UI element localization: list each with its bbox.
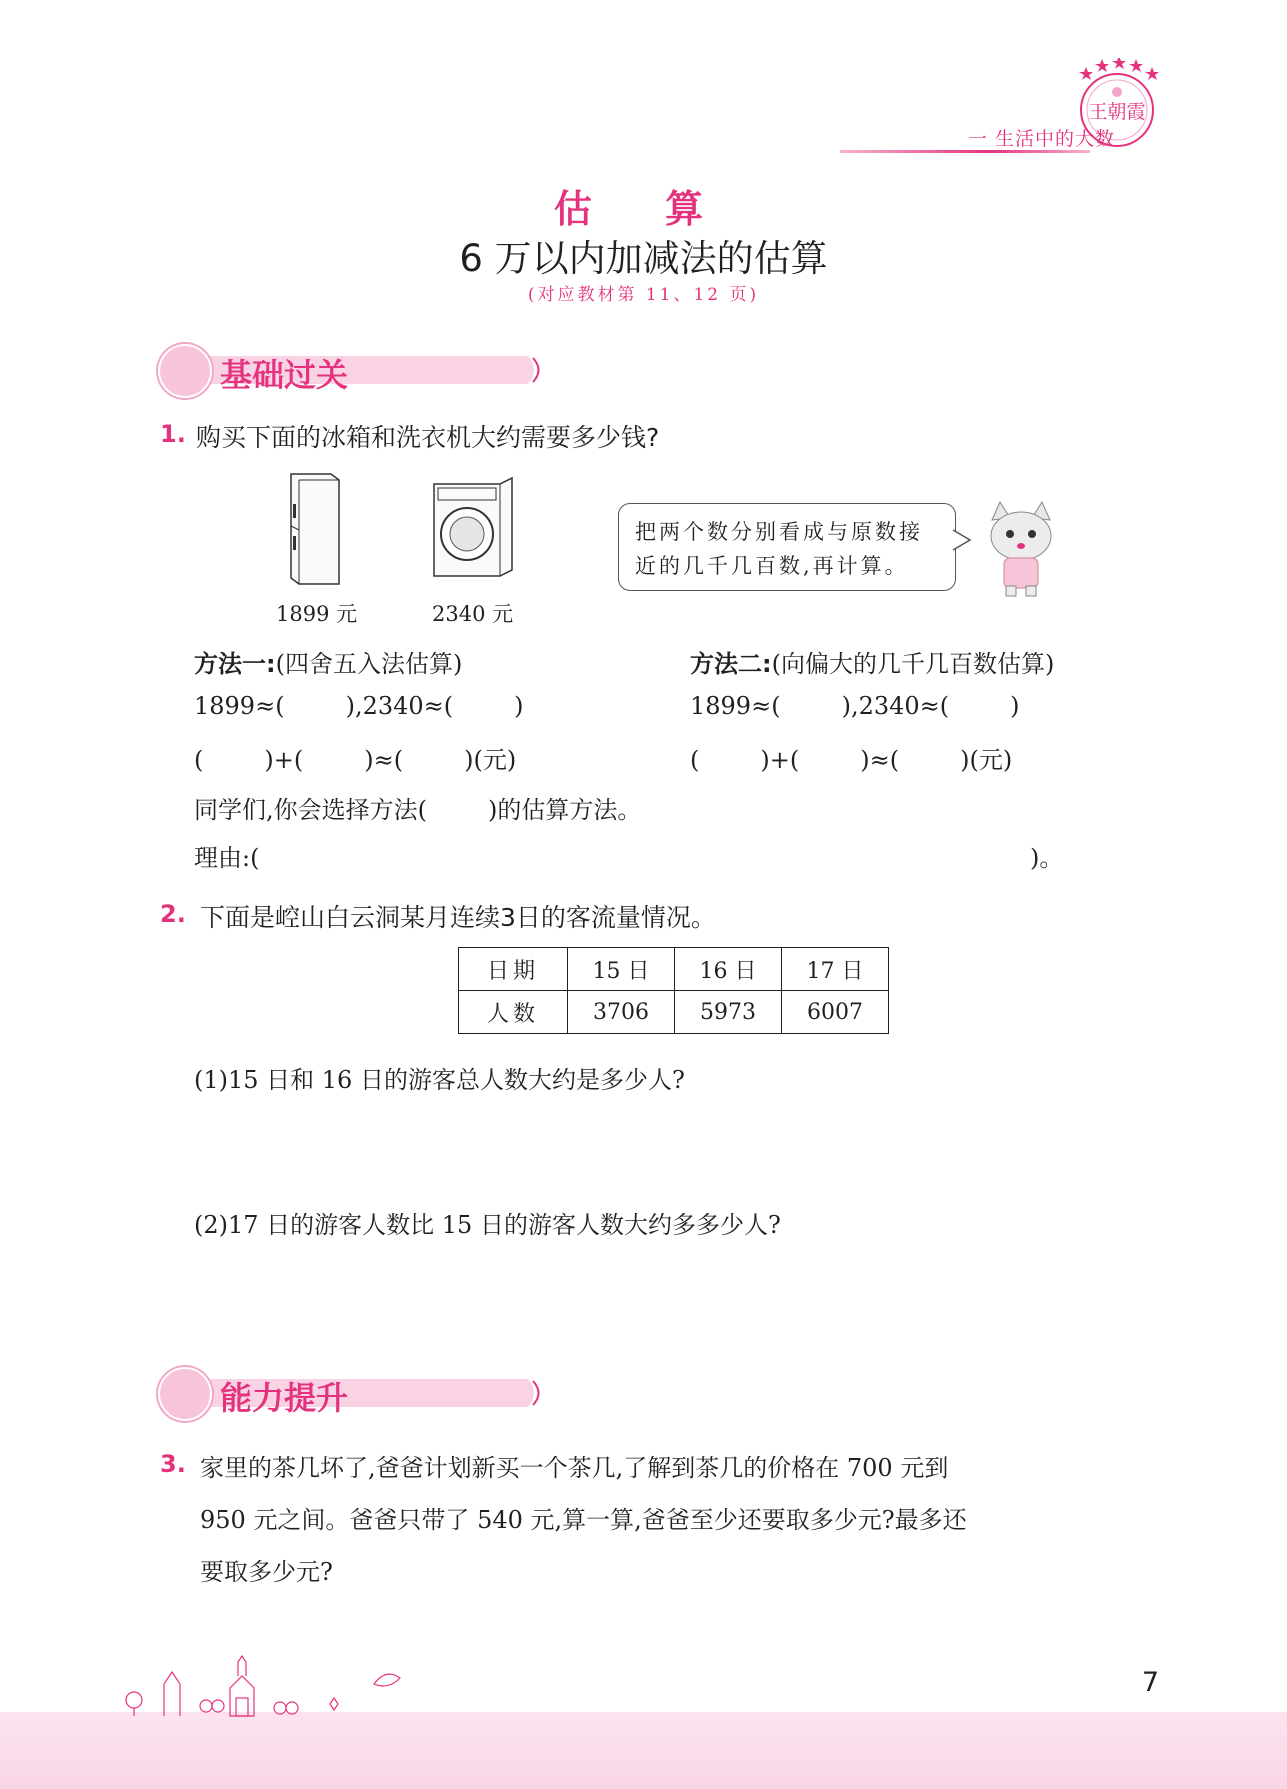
method2-heading	[690, 644, 1054, 679]
question-number-2: 2.	[160, 900, 186, 928]
question-3-line2: 950 元之间。爸爸只带了 540 元,算一算,爸爸至少还要取多少元?最多还	[200, 1506, 967, 1534]
table-cell: 3706	[568, 991, 675, 1034]
chapter-label: 一 生活中的大数	[967, 128, 1115, 150]
method1-description: (四舍五入法估算)	[275, 650, 463, 678]
leaf-icon	[372, 1670, 402, 1690]
main-title: 估 算	[553, 187, 734, 231]
question-text-2: 下面是崆山白云洞某月连续3日的客流量情况。	[200, 903, 716, 932]
question-number-1: 1.	[160, 420, 186, 448]
method1-title: 方法一:	[194, 650, 276, 678]
table-cell: 17 日	[782, 948, 889, 991]
girl-avatar-icon	[158, 344, 212, 398]
table-cell: 人数	[459, 991, 568, 1034]
visitor-flow-table	[458, 947, 889, 1034]
section-banner-basic	[158, 340, 558, 402]
table-cell: 5973	[675, 991, 782, 1034]
svg-text:王朝霞: 王朝霞	[1088, 101, 1146, 123]
page-number: 7	[1141, 1667, 1159, 1698]
hint-line-2: 近的几千几百数,再计算。	[635, 554, 909, 578]
town-illustration	[120, 1648, 400, 1718]
table-cell: 15 日	[568, 948, 675, 991]
method2-line2: ( )+( )≈( )(元)	[690, 746, 1013, 774]
chapter-underline	[840, 150, 1090, 153]
lesson-title: 6 万以内加减法的估算	[459, 237, 828, 280]
section-title-basic: 基础过关	[220, 356, 349, 394]
reason-close: )。	[1030, 844, 1064, 872]
reason-open: 理由:(	[194, 844, 260, 872]
question-3-line3: 要取多少元?	[200, 1558, 333, 1586]
section-title-advanced: 能力提升	[220, 1379, 349, 1417]
choose-method-line: 同学们,你会选择方法( )的估算方法。	[194, 796, 642, 824]
washing-machine-icon	[430, 476, 516, 578]
method2-line1: 1899≈( ),2340≈( )	[690, 692, 1020, 720]
question-3-line1: 家里的茶几坏了,爸爸计划新买一个茶几,了解到茶几的价格在 700 元到	[200, 1454, 949, 1482]
table-row	[459, 991, 889, 1034]
method1-line1: 1899≈( ),2340≈( )	[194, 692, 524, 720]
washer-price: 2340 元	[432, 602, 514, 626]
hint-line-1: 把两个数分别看成与原数接	[635, 520, 923, 544]
footer-band	[0, 1712, 1287, 1789]
bubble-tail	[952, 528, 972, 552]
method1-line2: ( )+( )≈( )(元)	[194, 746, 517, 774]
subquestion-2-1: (1)15 日和 16 日的游客总人数大约是多少人?	[194, 1066, 685, 1094]
method2-title: 方法二:	[690, 650, 772, 678]
cat-mascot-icon	[978, 500, 1064, 600]
table-header-row	[459, 948, 889, 991]
textbook-reference: (对应教材第 11、12 页)	[527, 285, 760, 305]
fridge-price: 1899 元	[276, 602, 358, 626]
boy-avatar-icon	[158, 1367, 212, 1421]
table-cell: 日期	[459, 948, 568, 991]
fridge-icon	[285, 468, 345, 586]
method2-description: (向偏大的几千几百数估算)	[771, 650, 1055, 678]
question-number-3: 3.	[160, 1450, 186, 1478]
table-cell: 6007	[782, 991, 889, 1034]
question-text-1: 购买下面的冰箱和洗衣机大约需要多少钱?	[196, 423, 660, 452]
method1-heading	[194, 644, 462, 679]
table-cell: 16 日	[675, 948, 782, 991]
section-banner-advanced	[158, 1363, 558, 1425]
hint-speech-bubble	[618, 503, 956, 591]
subquestion-2-2: (2)17 日的游客人数比 15 日的游客人数大约多多少人?	[194, 1211, 781, 1239]
